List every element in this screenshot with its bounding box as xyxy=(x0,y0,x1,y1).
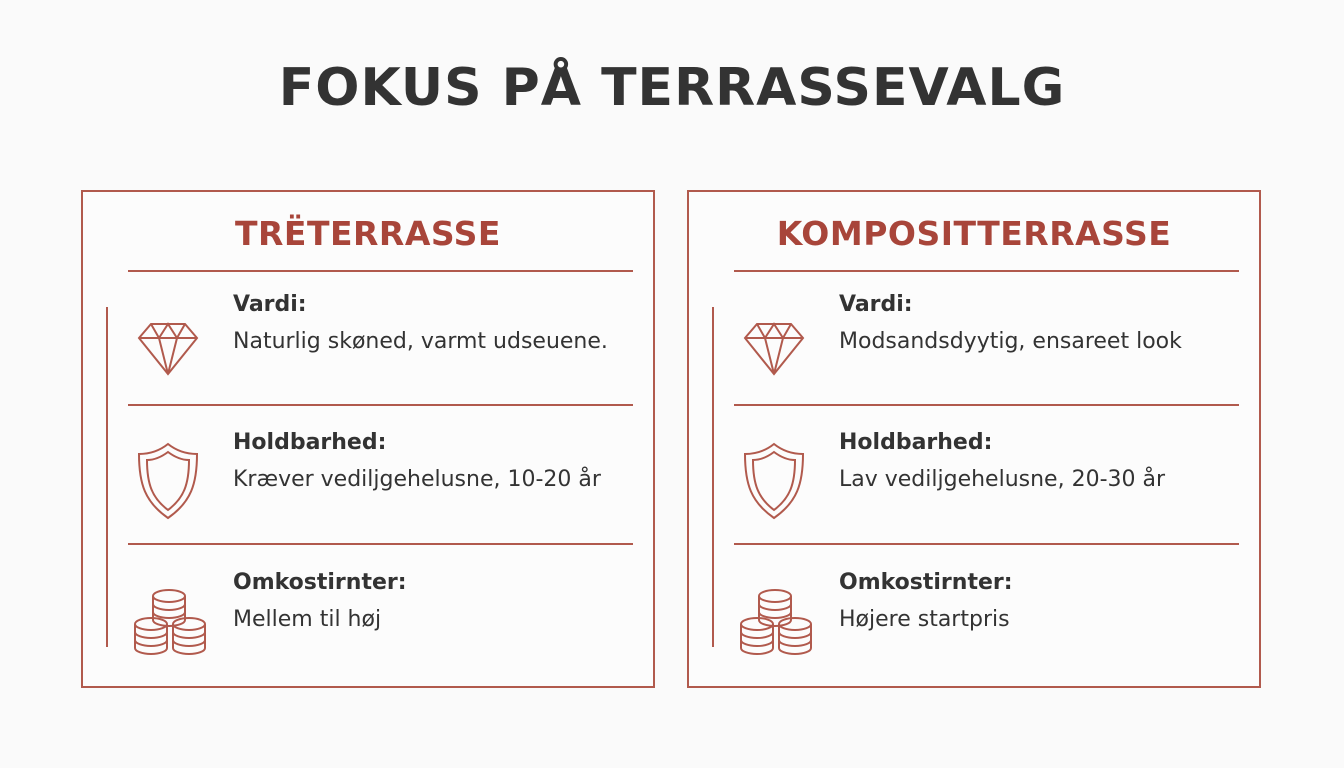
row-description: Naturlig skøned, varmt udseuene. xyxy=(233,329,608,354)
diamond-icon xyxy=(133,302,203,382)
vertical-rule xyxy=(106,307,108,647)
divider xyxy=(128,404,633,406)
row-description: Lav vediljgehelusne, 20-30 år xyxy=(839,467,1166,492)
shield-icon xyxy=(739,440,809,520)
coins-icon xyxy=(133,580,203,660)
vertical-rule xyxy=(712,307,714,647)
divider xyxy=(734,543,1239,545)
card-1 xyxy=(687,190,1261,688)
page-title: FOKUS PÅ TERRASSEVALG xyxy=(278,58,1066,118)
card-title: TRËTERRASSE xyxy=(235,214,501,253)
divider xyxy=(128,270,633,272)
row-label: Vardi: xyxy=(839,292,913,317)
divider xyxy=(734,404,1239,406)
card-title: KOMPOSITTERRASSE xyxy=(776,214,1172,253)
row-description: Mellem til høj xyxy=(233,607,382,632)
row-description: Modsandsdyytig, ensareet look xyxy=(839,329,1182,354)
shield-icon xyxy=(133,440,203,520)
diamond-icon xyxy=(739,302,809,382)
coins-icon xyxy=(739,580,809,660)
row-label: Omkostirnter: xyxy=(233,570,407,595)
row-label: Omkostirnter: xyxy=(839,570,1013,595)
divider xyxy=(128,543,633,545)
row-label: Holdbarhed: xyxy=(233,430,387,455)
row-label: Vardi: xyxy=(233,292,307,317)
row-description: Kræver vediljgehelusne, 10-20 år xyxy=(233,467,601,492)
divider xyxy=(734,270,1239,272)
row-label: Holdbarhed: xyxy=(839,430,993,455)
row-description: Højere startpris xyxy=(839,607,1010,632)
card-0 xyxy=(81,190,655,688)
